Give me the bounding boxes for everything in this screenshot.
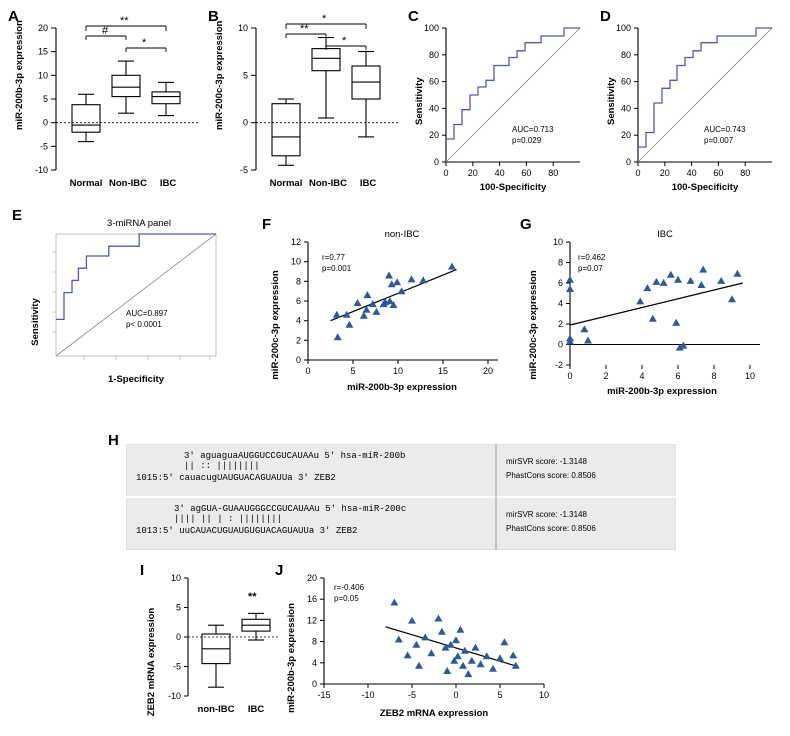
- svg-text:16: 16: [306, 594, 317, 605]
- panel-a-annot-hash: #: [102, 25, 109, 37]
- panel-g-ylabel: miR-200c-3p expression: [528, 270, 539, 380]
- panel-i-chart: [140, 566, 285, 731]
- panel-label-h: H: [108, 432, 119, 449]
- svg-text:20: 20: [37, 23, 48, 33]
- svg-text:5: 5: [350, 366, 356, 376]
- svg-text:0: 0: [453, 690, 459, 700]
- panel-a-annot-star: *: [142, 37, 147, 49]
- svg-text:-10: -10: [167, 691, 181, 701]
- svg-text:80: 80: [740, 168, 751, 178]
- panel-label-i: I: [140, 562, 145, 579]
- svg-text:15: 15: [37, 46, 48, 57]
- svg-text:0: 0: [443, 168, 449, 178]
- svg-text:6: 6: [557, 278, 563, 288]
- panel-c-annot-auc: AUC=0.713: [512, 125, 554, 134]
- svg-text:0: 0: [305, 366, 311, 376]
- panel-a-xtick-2: IBC: [159, 178, 177, 189]
- svg-text:20: 20: [467, 168, 478, 178]
- panel-f-ylabel: miR-200c-3p expression: [270, 270, 281, 380]
- svg-text:2: 2: [295, 335, 301, 346]
- svg-text:-10: -10: [361, 690, 375, 700]
- panel-label-e: E: [12, 207, 23, 224]
- panel-h-table: [126, 444, 676, 550]
- svg-text:10: 10: [552, 237, 563, 247]
- svg-text:4: 4: [639, 371, 645, 381]
- svg-text:4: 4: [557, 298, 563, 309]
- panel-label-a: A: [8, 8, 19, 25]
- panel-j-ylabel: miR-200b-3p expression: [286, 603, 297, 713]
- svg-text:80: 80: [620, 49, 631, 60]
- svg-text:2: 2: [603, 371, 609, 381]
- svg-text:60: 60: [428, 76, 439, 87]
- svg-text:-5: -5: [172, 661, 181, 672]
- svg-text:60: 60: [713, 168, 724, 178]
- panel-e-annot-p: p< 0.0001: [126, 320, 162, 329]
- svg-text:-15: -15: [317, 690, 331, 700]
- svg-text:6: 6: [675, 371, 681, 381]
- svg-text:20: 20: [306, 573, 317, 583]
- panel-h-row0-line0: 3' aguaguaAUGGUCCGUCAUAAu 5' hsa-miR-200b: [184, 451, 406, 461]
- panel-j-xlabel: ZEB2 mRNA expression: [379, 708, 489, 719]
- panel-e-title: 3-miRNA panel: [107, 218, 171, 229]
- panel-j-annot-r: r=-0.406: [334, 583, 365, 592]
- panel-h-row0-mirsvr: mirSVR score: -1.3148: [506, 457, 587, 466]
- panel-e-annot-auc: AUC=0.897: [126, 309, 168, 318]
- svg-text:-5: -5: [407, 690, 417, 700]
- svg-text:8: 8: [711, 371, 717, 381]
- panel-b-xtick-0: Normal: [269, 178, 303, 189]
- svg-text:0: 0: [433, 157, 439, 167]
- panel-h-row1-line0: 3' agGUA-GUAAUGGGCCGUCAUAAu 5' hsa-miR-200c: [174, 504, 407, 514]
- panel-h-row1-line2: 1013:5' uuCAUACUGUAUGUGUACAGUAUUa 3' ZEB2: [136, 526, 358, 536]
- svg-text:5: 5: [497, 690, 503, 700]
- svg-text:80: 80: [428, 49, 439, 60]
- panel-a-xtick-1: Non-IBC: [109, 178, 147, 189]
- panel-a-annot-2star: **: [120, 15, 129, 27]
- svg-text:5: 5: [42, 94, 48, 104]
- svg-text:60: 60: [521, 168, 532, 178]
- panel-f-title: non-IBC: [384, 229, 420, 240]
- svg-text:2: 2: [557, 319, 563, 329]
- svg-text:80: 80: [548, 168, 559, 178]
- panel-label-g: G: [520, 216, 532, 233]
- svg-text:4: 4: [311, 657, 317, 668]
- svg-text:8: 8: [557, 257, 563, 268]
- panel-b-annot-star1: *: [322, 13, 327, 25]
- svg-text:10: 10: [37, 70, 48, 81]
- panel-b-chart: [208, 10, 403, 200]
- panel-i-annot-2star: **: [248, 591, 257, 603]
- panel-e-xlabel: 1-Specificity: [108, 374, 164, 385]
- svg-text:5: 5: [175, 602, 181, 613]
- svg-text:10: 10: [538, 690, 550, 700]
- svg-text:4: 4: [295, 315, 301, 326]
- panel-d-annot-auc: AUC=0.743: [704, 125, 746, 134]
- panel-d-chart: [600, 10, 790, 200]
- svg-text:-5: -5: [239, 165, 248, 175]
- svg-text:10: 10: [744, 371, 756, 381]
- svg-text:40: 40: [620, 103, 631, 114]
- panel-i-xtick-1: IBC: [247, 704, 265, 715]
- svg-text:10: 10: [392, 366, 404, 376]
- svg-text:20: 20: [428, 130, 439, 141]
- panel-j-annot-p: p=0.05: [334, 594, 359, 603]
- svg-text:0: 0: [567, 371, 573, 381]
- svg-text:0: 0: [295, 355, 301, 365]
- svg-text:40: 40: [686, 168, 697, 178]
- panel-e-ylabel: Sensitivity: [30, 298, 41, 346]
- panel-b-annot-star2: *: [342, 35, 347, 47]
- panel-g-annot-r: r=0.462: [578, 253, 606, 262]
- svg-text:-5: -5: [39, 141, 48, 152]
- panel-h-row0-line2: 1015:5' cauacugUAUGUACAGUAUUa 3' ZEB2: [136, 473, 336, 483]
- svg-text:8: 8: [295, 276, 301, 287]
- panel-h-row0-line1: || :: ||||||||: [184, 461, 260, 471]
- svg-text:12: 12: [290, 237, 301, 247]
- panel-b-annot-2star: **: [300, 23, 309, 35]
- panel-a-chart: [8, 10, 203, 200]
- svg-text:-2: -2: [554, 360, 563, 370]
- svg-text:12: 12: [306, 615, 317, 626]
- svg-text:0: 0: [175, 632, 181, 642]
- svg-text:10: 10: [290, 256, 301, 267]
- panel-d-annot-p: p=0.007: [704, 136, 734, 145]
- svg-text:0: 0: [242, 117, 248, 128]
- svg-text:100: 100: [615, 23, 631, 33]
- svg-text:0: 0: [557, 339, 563, 350]
- panel-label-d: D: [600, 8, 611, 25]
- svg-text:0: 0: [42, 117, 48, 128]
- svg-text:15: 15: [437, 366, 449, 376]
- panel-b-xtick-1: Non-IBC: [309, 178, 347, 189]
- panel-i-ylabel: ZEB2 mRNA expression: [146, 607, 157, 717]
- svg-text:20: 20: [659, 168, 670, 178]
- svg-text:0: 0: [635, 168, 641, 178]
- panel-e-chart: [14, 212, 264, 392]
- panel-h-row1-phastcons: PhastCons score: 0.8506: [506, 524, 596, 533]
- panel-g-chart: [520, 220, 770, 400]
- panel-label-b: B: [208, 8, 219, 25]
- panel-i-xtick-0: non-IBC: [197, 704, 235, 715]
- panel-c-ylabel: Sensitivity: [414, 77, 425, 125]
- svg-text:10: 10: [237, 23, 248, 33]
- svg-text:20: 20: [482, 366, 494, 376]
- panel-h-row1-line1: |||| || | : ||||||||: [174, 514, 283, 524]
- panel-f-chart: [262, 220, 512, 400]
- svg-text:-10: -10: [34, 165, 48, 175]
- svg-text:10: 10: [170, 573, 181, 583]
- panel-label-c: C: [408, 8, 419, 25]
- panel-h-row1-mirsvr: mirSVR score: -1.3148: [506, 510, 587, 519]
- panel-c-xlabel: 100-Specificity: [479, 182, 547, 193]
- panel-c-chart: [408, 10, 598, 200]
- panel-f-annot-r: r=0.77: [322, 253, 345, 262]
- svg-text:5: 5: [242, 70, 248, 81]
- svg-text:20: 20: [620, 130, 631, 141]
- panel-d-xlabel: 100-Specificity: [671, 182, 739, 193]
- panel-label-j: J: [275, 562, 284, 579]
- svg-text:40: 40: [428, 103, 439, 114]
- panel-h-row0-phastcons: PhastCons score: 0.8506: [506, 471, 596, 480]
- panel-f-annot-p: p=0.001: [322, 264, 352, 273]
- panel-a-ylabel: miR-200b-3p expression: [14, 20, 25, 130]
- panel-g-annot-p: p=0.07: [578, 264, 603, 273]
- svg-text:0: 0: [625, 157, 631, 167]
- svg-text:40: 40: [494, 168, 505, 178]
- panel-b-xtick-2: IBC: [359, 178, 377, 189]
- svg-text:0: 0: [311, 679, 317, 689]
- panel-c-annot-p: p=0.029: [512, 136, 542, 145]
- svg-text:6: 6: [295, 296, 301, 306]
- svg-text:60: 60: [620, 76, 631, 87]
- panel-g-title: IBC: [657, 229, 673, 240]
- panel-b-ylabel: miR-200c-3p expression: [214, 20, 225, 130]
- svg-text:8: 8: [311, 636, 317, 647]
- panel-f-xlabel: miR-200b-3p expression: [347, 382, 457, 393]
- panel-j-chart: [278, 566, 568, 731]
- panel-label-f: F: [262, 216, 272, 233]
- panel-d-ylabel: Sensitivity: [606, 77, 617, 125]
- panel-a-xtick-0: Normal: [69, 178, 103, 189]
- panel-g-xlabel: miR-200b-3p expression: [607, 386, 717, 397]
- svg-text:100: 100: [423, 23, 439, 33]
